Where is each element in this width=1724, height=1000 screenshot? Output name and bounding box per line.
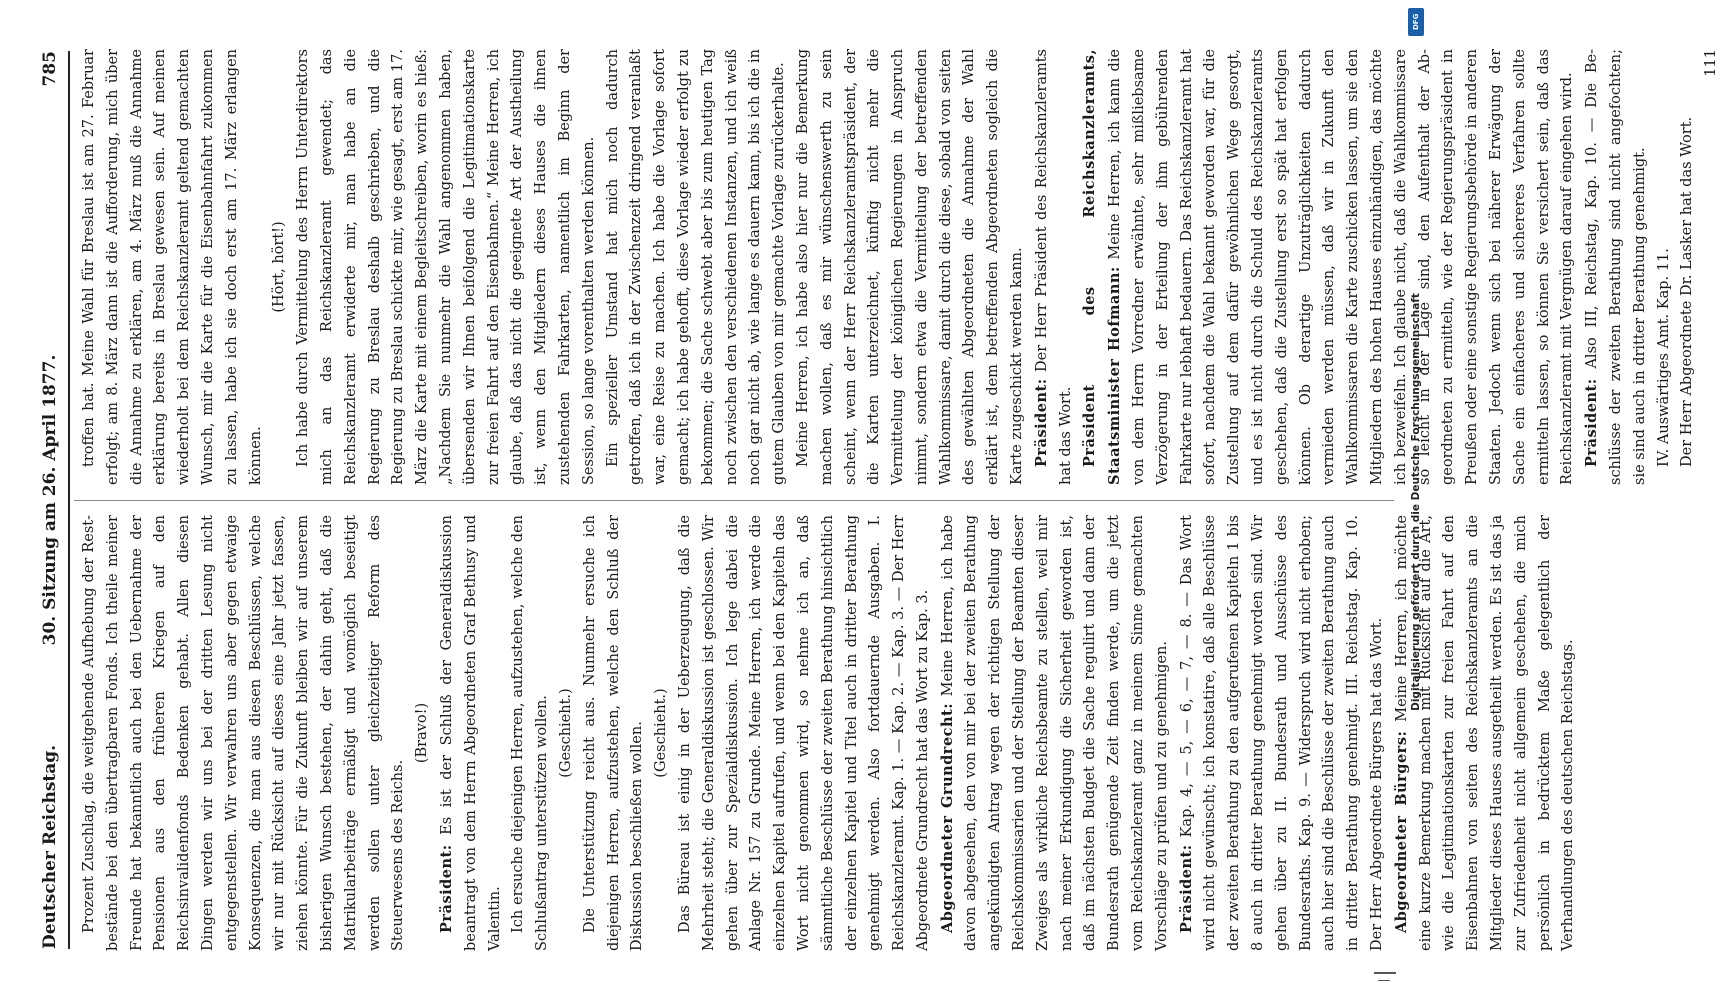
paragraph-text: Das Büreau ist einig in der Ueberzeugung, daß die Mehrheit steht; die Generaldiskussion ist geschlossen. Wir gehen über zur Spezialdiskussion. Ich lege dabei die Anlage Nr. 157 zu Grunde. Meine Herren, ich werde die einzelnen Kapitel aufrufen, und wenn bei den Kapiteln das Wort nicht genommen wird, so nehme ich an, daß sämmtliche Beschlüsse der zweiten Berathung hinsichtlich der einzelnen Kapitel und Titel auch in dritter Berathung genehmigt werden. Also fortdauernde Ausgaben. I. Reichskanzleramt. Kap. 1. — Kap. 2. — Kap. 3. — Der Herr Abgeordnete Grundrecht hat das Wort zu Kap. 3. (676, 515, 931, 951)
left-paragraph (507, 515, 555, 951)
paragraph-text: Meine Herren, ich kann die von dem Herrn Vorredner erwähnte, sehr mißliebsame Verzögerung in der Erteilung der ihm gebührenden Fahrkarte nur lebhaft bedauern. Das Reichskanzleramt hat sofort, nachdem die Wahl bekannt geworden war, für die Zustellung auf dem dafür gewöhnlichen Wege gesorgt, und es ist nicht durch die Schuld des Reichskanzleramts geschehen, daß die Zustellung erst so spät hat erfolgen können. Ob derartige Unzuträglichkeiten dadurch vermieden werden müssen, daß wir in Zukunft den Wahlkommissaren die Karte zuschicken lassen, um sie den Mitgliedern des hohen Hauses einzuhändigen, das möchte ich bezweifeln. Ich glaube nicht, daß die Wahlkommissare so leicht in der Lage sind, den Aufenthalt der Abgeordneten zu ermitteln, wie der Regierungspräsident in Preußen oder eine sonstige Regierungsbehörde in anderen Staaten. Jedoch wenn sich bei näherer Erwägung der Sache ein einfacheres und sichereres Verfahren sollte ermitteln lassen, so können Sie versichert sein, daß das Reichskanzleramt mit Vergnügen darauf eingehen wird. (1107, 48, 1576, 485)
speaker-label: Präsident: (1177, 844, 1195, 933)
paragraph-text: Der Herr Abgeordnete Dr. Lasker hat das Wort. (1679, 116, 1696, 467)
scan-speck (1374, 972, 1396, 974)
right-paragraph (1580, 49, 1652, 485)
right-paragraph (1078, 49, 1580, 485)
right-paragraph (268, 49, 292, 485)
left-paragraph (1175, 515, 1390, 951)
credit-text: Digitalisierung gefördert durch die Deutsche Forschungsgemeinschaft (1410, 293, 1422, 711)
column-divider (74, 500, 1394, 501)
speaker-label: Präsident: (1583, 378, 1601, 467)
right-text-column (78, 48, 1720, 485)
paragraph-text: (Hört, hört!) (271, 221, 288, 313)
paragraph-text: 111 (1703, 49, 1720, 77)
paragraph-text: Meine Herren, ich möchte eine kurze Bemerkung machen mit Rücksicht auf die Art, wie die Legitimationskarten zur freien Fahrt auf den Eisenbahnen von seiten des Reichskanzleramts an die Mitglieder dieses Hauses ausgetheilt werden. Es ist das ja zur Zufriedenheit nicht allgemein geschehen, die mich persönlich in bedrücktem Maße gelegentlich der Verhandlungen des deutschen Reichstags. (1393, 514, 1577, 951)
paragraph-text: Meine Herren, ich habe also hier nur die Bemerkung machen wollen, daß es mir wünschenswerth zu sein scheint, wenn der Herr Reichskanzleramtspräsident, der die Karten unterzeichnet, künftig nicht mehr die Vermittelung der königlichen Regierungen in Anspruch nimmt, sondern etwa die Vermittelung der betreffenden Wahlkommissare, damit durch die diese, sobald von seiten des gewählten Abgeordneten die Annahme der Wahl erklärt ist, dem betreffenden Abgeordneten sogleich die Karte zugeschickt werden kann. (794, 49, 1026, 485)
paragraph-text: Ich habe durch Vermittelung des Herrn Unterdirektors mich an das Reichskanzleramt gewendet; das Reichskanzleramt erwiderte mir, man habe an die Regierung zu Breslau deshalb geschrieben, und die Regierung zu Breslau schickte mir, wie gesagt, erst am 17. März die Karte mit einem Begleitschreiben, worin es hieß: „Nachdem Sie nunmehr die Wahl angenommen haben, übersenden wir Ihnen beifolgend die Legitimationskarte zur freien Fahrt auf den Eisenbahnen.“ Meine Herren, ich glaube, daß das nicht die geeignete Art der Austheilung ist, wenn den Mitgliedern dieses Hauses die ihnen zustehenden Fahrkarten, namentlich im Beginn der Session, so lange vorenthalten werden können. (295, 49, 597, 485)
right-paragraph (792, 49, 1030, 485)
paragraph-text: Ich ersuche diejenigen Herren, aufzustehen, welche den Schlußantrag unterstützen wollen. (510, 515, 551, 951)
speaker-label: Abgeordneter Bürgers: (1392, 730, 1410, 933)
running-head (34, 51, 70, 949)
scan-speck (1378, 980, 1390, 981)
paragraph-text: (Geschieht.) (653, 688, 670, 778)
left-paragraph (579, 515, 650, 951)
left-paragraph (555, 515, 579, 951)
page-number: 785 (40, 51, 60, 87)
left-paragraph (435, 515, 507, 951)
right-paragraph (292, 49, 601, 485)
speaker-label: Präsident: (437, 844, 455, 933)
speaker-label: Präsident des Reichskanzleramts, Staatsminister Hofmann: (1081, 49, 1124, 485)
right-paragraph (602, 49, 792, 485)
paragraph-text: troffen hat. Meine Wahl für Breslau ist am 27. Februar erfolgt; am 8. März dann ist die Aufforderung, mich über die Annahme zu erklären, am 4. März muß die Annahme erklärung bereits in Breslau gewesen sein. Auf meinen wiederholt bei dem Reichskanzleramt geltend gemachten Wunsch, mir die Karte für die Eisenbahnfahrt zukommen zu lassen, habe ich sie doch erst am 17. März erlangen können. (81, 49, 264, 485)
journal-title: Deutscher Reichstag. (40, 744, 60, 949)
left-text-column (78, 514, 1577, 951)
left-paragraph (650, 515, 674, 951)
right-paragraph (78, 49, 268, 485)
paragraph-text: (Bravo!) (414, 702, 431, 764)
paragraph-text: IV. Auswärtiges Amt. Kap. 11. (1655, 248, 1672, 467)
left-paragraph (674, 515, 936, 951)
speaker-label: Präsident: (1032, 378, 1050, 467)
paragraph-text: Kap. 4, — 5, — 6, — 7, — 8. — Das Wort wird nicht gewünscht; ich konstatire, daß alle Beschlüsse der zweiten Berathung zu den aufgerufenen Kapiteln 1 bis 8 auch in dritter Berathung genehmigt worden sind. Wir gehen über zu II. Bundesrath und Ausschüsse des Bundesraths. Kap. 9. — Widerspruch wird nicht erhoben; auch hier sind die Beschlüsse der zweiten Berathung auch in dritter Berathung genehmigt. III. Reichstag. Kap. 10. Der Herr Abgeordnete Bürgers hat das Wort. (1178, 515, 1386, 951)
left-paragraph (411, 515, 435, 951)
paragraph-text: Also III, Reichstag, Kap. 10. — Die Beschlüsse der zweiten Berathung sind nicht angefochten; sie sind auch in dritter Berathung genehmigt. (1584, 49, 1648, 485)
right-paragraph (1700, 49, 1724, 485)
paragraph-text: Meine Herren, ich habe davon abgesehen, den von mir bei der zweiten Berathung angekündigten Antrag wegen der richtigen Stellung der Reichskommissarien und der Stellung der Beamten dieser Zweiges als wirkliche Reichsbeamte zu stellen, weil mir nach meiner Erkundigung die Sicherheit geworden ist, daß im nächsten Budget die Sache regulirt und dann der Bundesrath genügende Zeit finden werde, um die jetzt vom Reichskanzleramt ganz in meinem Sinne gemachten Vorschläge zu prüfen und zu genehmigen. (939, 515, 1170, 951)
paragraph-text: Ein spezieller Umstand hat mich noch dadurch getroffen, daß ich in der Zwischenzeit dringend veranlaßt war, eine Reise zu machen. Ich habe die Vorlage sofort gemacht; ich habe gehofft, diese Vorlage wieder erfolgt zu bekommen; die Sache schwebt aber bis zum heutigen Tag noch zwischen den verschiedenen Instanzen, und ich weiß noch gar nicht ab, wie lange es dauern kann, bis ich die in gutem Glauben von mir gemachte Vorlage zurückerhalte. (604, 49, 788, 485)
session-heading: 30. Sitzung am 26. April 1877. (40, 354, 60, 646)
right-paragraph (1676, 49, 1700, 485)
paragraph-text: (Geschieht.) (557, 688, 574, 778)
digitization-credit (1404, 12, 1428, 992)
left-paragraph (936, 515, 1175, 951)
right-paragraph (1653, 49, 1677, 485)
paragraph-text: Der Herr Präsident des Reichskanzleramts hat das Wort. (1033, 49, 1074, 485)
left-paragraph (78, 515, 411, 951)
paragraph-text: Prozent Zuschlag, die weitgehende Aufhebung der Restbestände bei den übertragbaren Fonds. Ich theile meiner Freunde hat bekanntlich auch bei den Uebernahme der Pensionen aus den früheren Kriegen auf den Reichsinvalidenfonds Bedenken gehabt. Allen diesen Dingen werden wir uns bei der dritten Lesung nicht entgegenstellen. Wir verwahren uns aber gegen etwaige Konsequenzen, die man aus diesen Beschlüssen, welche wir nur mit Rücksicht auf dieses eine Jahr jetzt fassen, ziehen könnte. Für die Zukunft bleiben wir auf unserem bisherigen Wunsch bestehen, der dahin geht, daß die Matrikularbeiträge ermäßigt und womöglich beseitigt werden sollen unter gleichzeitiger Reform des Steuerwesens des Reichs. (81, 515, 407, 951)
dfg-logo: DFG (1408, 8, 1424, 36)
paragraph-text: Die Unterstützung reicht aus. Nunmehr ersuche ich diejenigen Herren, aufzustehen, welche den Schluß der Diskussion beschließen wollen. (581, 515, 646, 951)
speaker-label: Abgeordneter Grundrecht: (938, 702, 956, 933)
right-paragraph (1030, 49, 1079, 485)
paragraph-text: Es ist der Schluß der Generaldiskussion beantragt von dem Herrn Abgeordneten Graf Bethusy und Valentin. (438, 515, 503, 951)
